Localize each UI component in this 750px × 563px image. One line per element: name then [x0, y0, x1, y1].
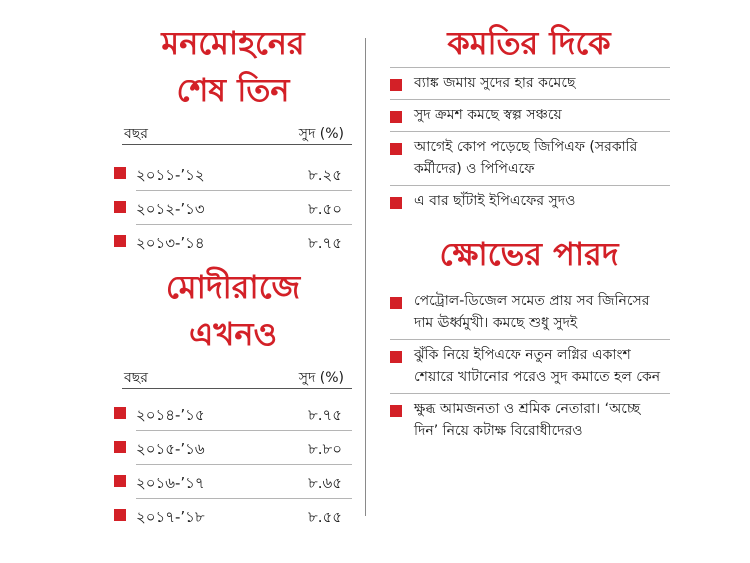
- red-square-bullet-icon: [390, 405, 402, 417]
- list-item: [388, 68, 670, 99]
- list-item-text: এ বার ছাঁটাই ইপিএফের সুদও: [414, 193, 576, 209]
- list-item: [388, 394, 670, 447]
- red-square-bullet-icon: [114, 235, 126, 247]
- red-square-bullet-icon: [390, 143, 402, 155]
- table-row: [112, 397, 354, 430]
- red-square-bullet-icon: [390, 111, 402, 123]
- rate-column-label: সুদ (%): [298, 370, 344, 386]
- manmohan-heading-line2: শেষ তিন: [176, 71, 290, 109]
- table-row: [112, 191, 354, 224]
- year-cell: ২০১১-’১২: [136, 166, 205, 184]
- year-cell: ২০১৭-’১৮: [136, 508, 205, 526]
- table-row: [112, 465, 354, 498]
- manmohan-heading-line1: মনমোহনের: [161, 24, 305, 62]
- decline-heading: কমতির দিকে: [447, 24, 611, 62]
- red-square-bullet-icon: [390, 79, 402, 91]
- year-column-label: বছর: [124, 370, 148, 386]
- year-cell: ২০১২-’১৩: [136, 200, 205, 218]
- right-column: [388, 20, 670, 447]
- table-row: [112, 225, 354, 258]
- year-cell: ২০১৬-’১৭: [136, 474, 205, 492]
- red-square-bullet-icon: [114, 509, 126, 521]
- manmohan-heading: [112, 20, 354, 114]
- modi-heading-line2: এখনও: [188, 315, 277, 353]
- rate-cell: ৮.৬৫: [308, 474, 342, 492]
- year-cell: ২০১৪-’১৫: [136, 406, 205, 424]
- year-cell: ২০১৩-’১৪: [136, 234, 205, 252]
- rate-cell: ৮.৮০: [308, 440, 342, 458]
- table2-body: [112, 397, 354, 532]
- modi-heading-line1: মোদীরাজে: [165, 268, 301, 306]
- list-item-text: পেট্রোল-ডিজেল সমেত প্রায় সব জিনিসের দাম ঊর্ধ্বমুখী। কমছে শুধু সুদই: [414, 293, 650, 331]
- red-square-bullet-icon: [114, 167, 126, 179]
- year-cell: ২০১৫-’১৬: [136, 440, 205, 458]
- list-item: [388, 100, 670, 131]
- table-row: [112, 499, 354, 532]
- red-square-bullet-icon: [114, 407, 126, 419]
- rate-cell: ৮.৭৫: [308, 234, 342, 252]
- red-square-bullet-icon: [114, 441, 126, 453]
- table-row: [112, 157, 354, 190]
- list-item: [388, 286, 670, 339]
- list-item-text: ক্ষুব্ধ আমজনতা ও শ্রমিক নেতারা। ‘অচ্ছে দিন’ নিয়ে কটাক্ষ বিরোধীদেরও: [414, 401, 641, 439]
- red-square-bullet-icon: [114, 475, 126, 487]
- red-square-bullet-icon: [114, 201, 126, 213]
- list-item-text: আগেই কোপ পড়েছে জিপিএফ (সরকারি কর্মীদের) ও পিপিএফে: [414, 139, 638, 177]
- rate-cell: ৮.৫৫: [308, 508, 342, 526]
- column-divider: [365, 38, 366, 516]
- left-column: [112, 20, 354, 532]
- modi-heading: [112, 264, 354, 358]
- list-item-text: ব্যাঙ্ক জমায় সুদের হার কমেছে: [414, 75, 576, 91]
- list-item-text: সুদ ক্রমশ কমছে স্বল্প সঞ্চয়ে: [414, 107, 562, 123]
- table1-header: [112, 120, 354, 144]
- list-item: [388, 132, 670, 185]
- anger-heading: ক্ষোভের পারদ: [439, 235, 619, 273]
- rate-cell: ৮.৭৫: [308, 406, 342, 424]
- table-row: [112, 431, 354, 464]
- list-item: [388, 340, 670, 393]
- list-item-text: ঝুঁকি নিয়ে ইপিএফে নতুন লগ্নির একাংশ শেয়ারে খাটানোর পরেও সুদ কমাতে হল কেন: [414, 347, 661, 385]
- rate-cell: ৮.৫০: [308, 200, 342, 218]
- table1-body: [112, 157, 354, 258]
- red-square-bullet-icon: [390, 351, 402, 363]
- red-square-bullet-icon: [390, 197, 402, 209]
- list-item: [388, 186, 670, 217]
- table2-header: [112, 364, 354, 388]
- rate-cell: ৮.২৫: [308, 166, 342, 184]
- year-column-label: বছর: [124, 126, 148, 142]
- red-square-bullet-icon: [390, 297, 402, 309]
- rate-column-label: সুদ (%): [298, 126, 344, 142]
